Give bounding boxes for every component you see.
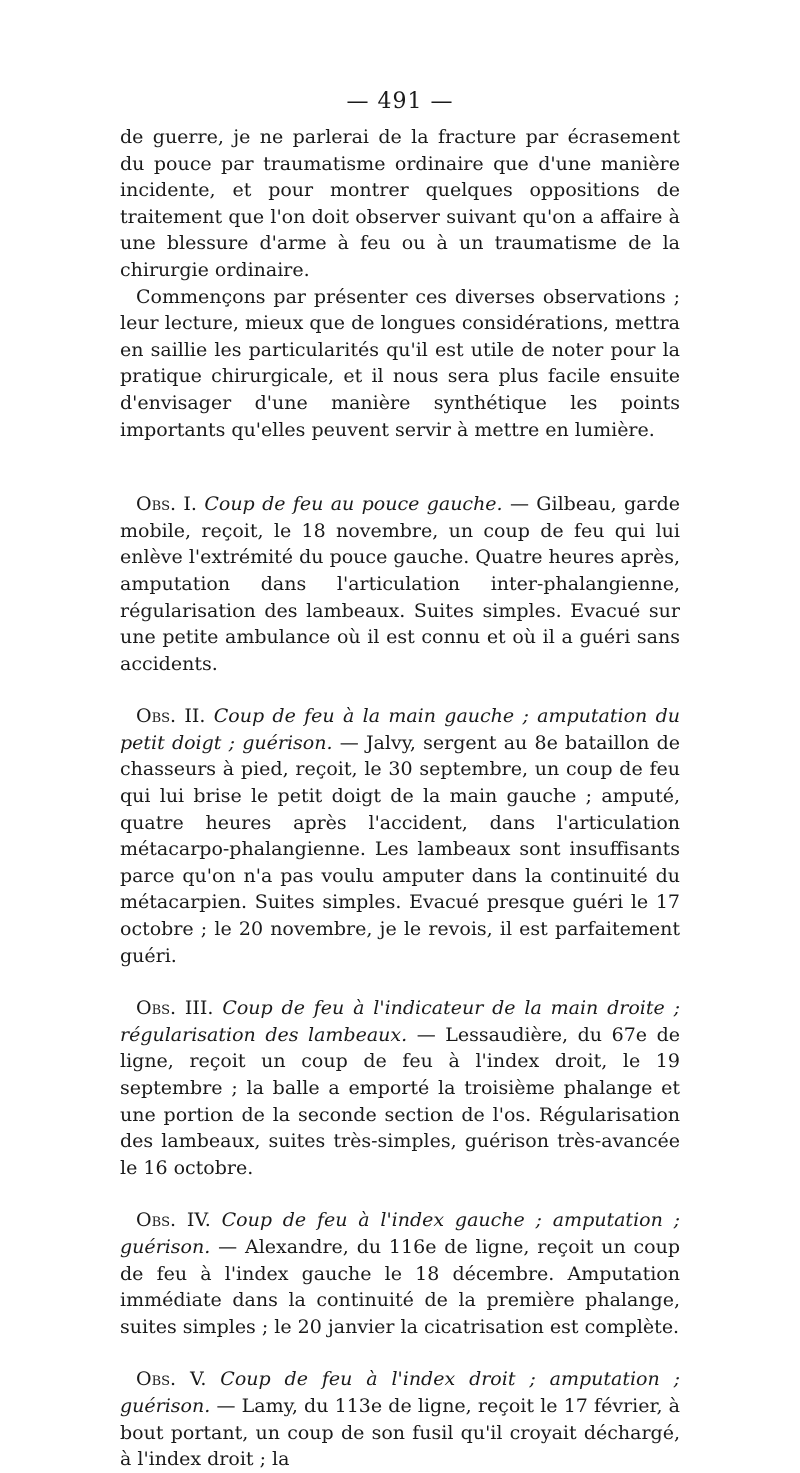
observation-title: Coup de feu à l'index gauche ; amputation ; guérison. xyxy=(120,1209,681,1258)
observation-body: — Gilbeau, garde mobile, reçoit, le 18 novembre, un coup de feu qui lui enlève l'extrémité du pouce gauche. Quatre heures après, amputation dans l'articulation inter-phalangienne, régularisation des lambeaux. Suites simples. Evacué sur une petite ambulance où il est connu et où il a guéri sans accidents. xyxy=(120,493,680,675)
observation-label: Obs. I. xyxy=(136,493,197,516)
document-page xyxy=(120,86,680,1473)
observation-2 xyxy=(120,703,680,969)
observation-title: Coup de feu au pouce gauche. xyxy=(204,493,503,516)
section-spacer xyxy=(120,443,680,465)
observation-1 xyxy=(120,491,680,677)
observation-title: Coup de feu à l'indicateur de la main droite ; régularisation des lambeaux. xyxy=(120,997,680,1046)
observation-3 xyxy=(120,995,680,1181)
observation-body: — Lessaudière, du 67e de ligne, reçoit un coup de feu à l'index droit, le 19 septembre ; la balle a emporté la troisième phalange et une portion de la seconde section de l'os. Régularisation des lambeaux, suites très-simples, guérison très-avancée le 16 octobre. xyxy=(120,1023,680,1179)
observation-body: — Lamy, du 113e de ligne, reçoit le 17 février, à bout portant, un coup de son fusil qu'il croyait déchargé, à l'index droit ; la xyxy=(120,1394,680,1471)
page-number: — 491 — xyxy=(346,89,454,114)
observation-label: Obs. IV. xyxy=(136,1209,211,1232)
observation-title: Coup de feu à la main gauche ; amputation du petit doigt ; guérison. xyxy=(120,705,680,754)
observation-label: Obs. V. xyxy=(136,1368,207,1391)
observation-title: Coup de feu à l'index droit ; amputation ; guérison. xyxy=(120,1368,681,1417)
observation-5 xyxy=(120,1366,680,1472)
observation-body: — Jalvy, sergent au 8e bataillon de chasseurs à pied, reçoit, le 30 septembre, un coup de feu qui lui brise le petit doigt de la main gauche ; amputé, quatre heures après l'accident, dans l'articulation métacarpo-phalangienne. Les lambeaux sont insuffisants parce qu'on n'a pas voulu amputer dans la continuité du métacarpien. Suites simples. Evacué presque guéri le 17 octobre ; le 20 novembre, je le revois, il est parfaitement guéri. xyxy=(120,731,680,967)
intro-paragraph-1: de guerre, je ne parlerai de la fracture par écrasement du pouce par traumatisme ordinaire que d'une manière incidente, et pour montrer quelques oppositions de traitement que l'on doit observer suivant qu'on a affaire à une blessure d'arme à feu ou à un traumatisme de la chirurgie ordinaire. xyxy=(120,126,680,281)
intro-paragraph-2: Commençons par présenter ces diverses observations ; leur lecture, mieux que de longues considérations, mettra en saillie les particularités qu'il est utile de noter pour la pratique chirurgicale, et il nous sera plus facile ensuite d'envisager d'une manière synthétique les points importants qu'elles peuvent servir à mettre en lumière. xyxy=(120,285,680,441)
observation-label: Obs. III. xyxy=(136,997,214,1020)
observation-label: Obs. II. xyxy=(136,705,206,728)
observation-4 xyxy=(120,1207,680,1340)
observation-body: — Alexandre, du 116e de ligne, reçoit un coup de feu à l'index gauche le 18 décembre. Amputation immédiate dans la continuité de la première phalange, suites simples ; le 20 janvier la cicatrisation est complète. xyxy=(120,1235,681,1338)
